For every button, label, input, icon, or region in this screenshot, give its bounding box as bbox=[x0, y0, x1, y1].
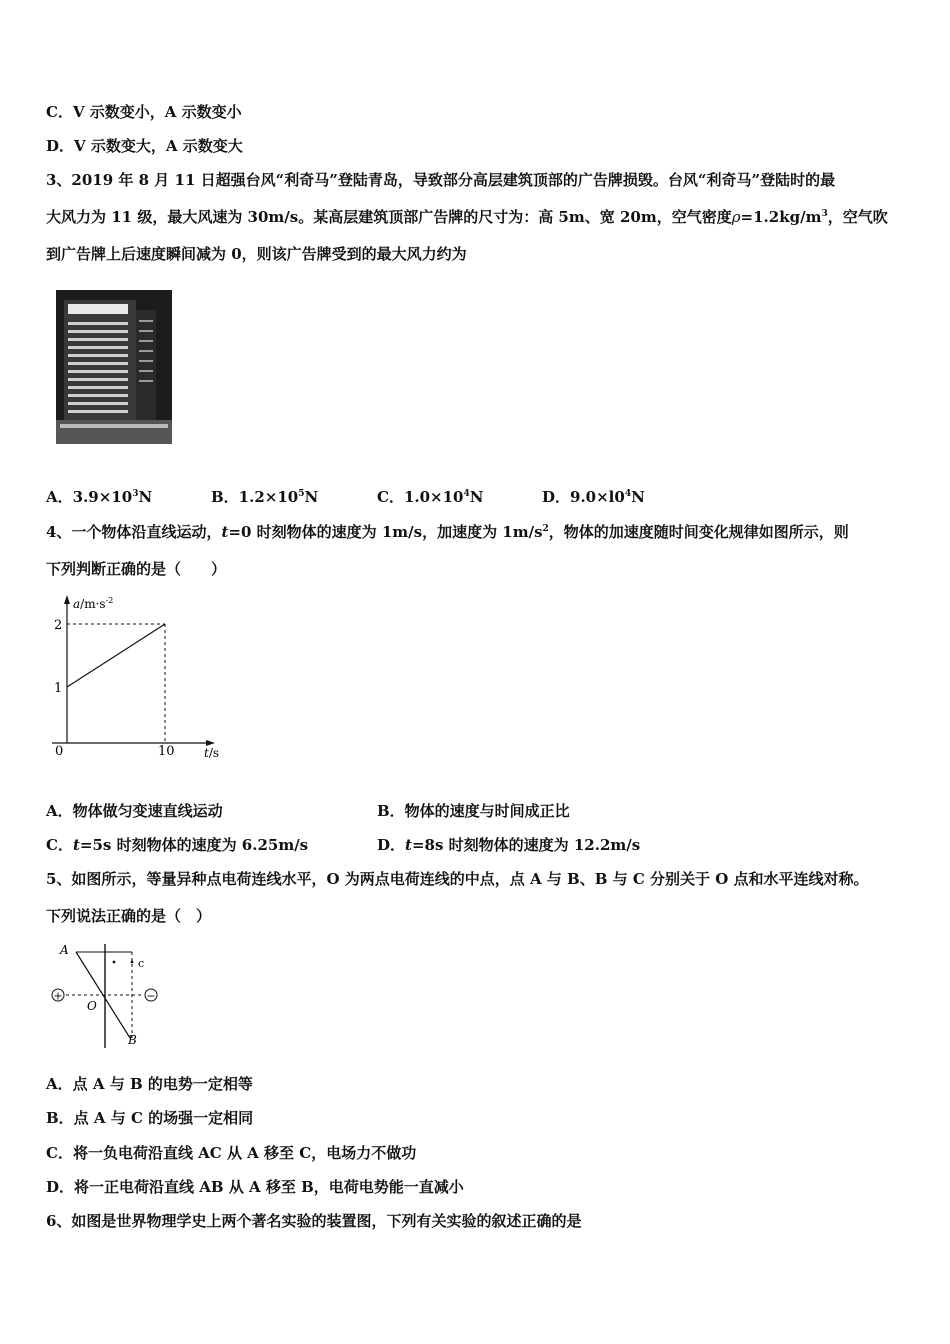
q4-stem-line1-c: ，物体的加速度随时间变化规律如图所示，则 bbox=[548, 523, 849, 541]
q3-option-d-text: D．9.0×l0 bbox=[542, 488, 625, 506]
q5-stem-line1: 5、如图所示，等量异种点电荷连线水平，O 为两点电荷连线的中点，点 A 与 B、B 与 C 分别关于 O 点和水平连线对称。 bbox=[46, 870, 869, 888]
q4-option-c-prefix: C． bbox=[46, 836, 73, 854]
q4-stem-line1-a: 4、一个物体沿直线运动， bbox=[46, 523, 222, 541]
q3-option-b-unit: N bbox=[304, 488, 319, 506]
q3-option-b-text: B．1.2×10 bbox=[211, 488, 299, 506]
q4-option-d-t: t bbox=[405, 836, 412, 854]
q2-option-d: D．V 示数变大，A 示数变大 bbox=[46, 137, 243, 155]
building-photo bbox=[56, 290, 172, 444]
q3-stem-line2-a: 大风力为 11 级，最大风速为 30m/s。某高层建筑顶部广告牌的尺寸为：高 5m、宽 20m，空气密度 bbox=[46, 208, 732, 226]
q3-option-d bbox=[542, 487, 645, 507]
q4-option-b: B．物体的速度与时间成正比 bbox=[377, 802, 570, 820]
q3-option-c-unit: N bbox=[469, 488, 484, 506]
q4-option-a: A．物体做匀变速直线运动 bbox=[46, 802, 223, 820]
q5-option-c: C．将一负电荷沿直线 AC 从 A 移至 C，电场力不做功 bbox=[46, 1144, 417, 1162]
q3-option-b-exp: 5 bbox=[298, 489, 305, 499]
q3-option-a-unit: N bbox=[138, 488, 153, 506]
label-o: O bbox=[87, 999, 97, 1013]
point-a-dot bbox=[113, 961, 116, 964]
q4-t-symbol: t bbox=[221, 523, 229, 541]
q5-option-d: D．将一正电荷沿直线 AB 从 A 移至 B，电荷电势能一直减小 bbox=[46, 1178, 464, 1196]
q5-option-a: A．点 A 与 B 的电势一定相等 bbox=[46, 1075, 253, 1093]
q6-stem-line1: 6、如图是世界物理学史上两个著名实验的装置图，下列有关实验的叙述正确的是 bbox=[46, 1212, 582, 1230]
q5-stem-line2: 下列说法正确的是（ ） bbox=[46, 907, 212, 925]
q3-option-a bbox=[46, 487, 152, 507]
q3-stem-line2 bbox=[46, 207, 888, 227]
q4-option-d-prefix: D． bbox=[377, 836, 406, 854]
tick-label-y2: 2 bbox=[54, 618, 63, 633]
q3-option-a-exp: 3 bbox=[132, 489, 139, 499]
q3-option-b bbox=[211, 487, 318, 507]
rho-symbol: ρ bbox=[731, 208, 741, 226]
q3-stem-line2-b: =1.2kg/m bbox=[740, 208, 822, 226]
q4-stem-line1-sup: 2 bbox=[542, 524, 549, 534]
q2-option-c: C．V 示数变小，A 示数变小 bbox=[46, 103, 242, 121]
q3-stem-line2-c: ，空气吹 bbox=[827, 208, 888, 226]
q4-stem-line2: 下列判断正确的是（ ） bbox=[46, 560, 227, 578]
q4-option-c bbox=[46, 835, 308, 855]
q4-option-d bbox=[377, 835, 640, 855]
tick-label-y1: 1 bbox=[54, 681, 63, 696]
graph-y-label: $a/m\cdot s^{-2}$ bbox=[73, 596, 114, 611]
label-b: B bbox=[128, 1033, 137, 1047]
q3-option-c bbox=[377, 487, 483, 507]
q4-option-d-text: =8s 时刻物体的速度为 12.2m/s bbox=[411, 836, 641, 854]
acceleration-time-graph bbox=[40, 590, 240, 770]
q3-stem-line3: 到广告牌上后速度瞬间减为 0，则该广告牌受到的最大风力约为 bbox=[46, 245, 467, 263]
q3-option-c-text: C．1.0×10 bbox=[377, 488, 464, 506]
q3-option-d-unit: N bbox=[631, 488, 645, 506]
label-c: c bbox=[138, 957, 145, 970]
label-a: A bbox=[60, 943, 69, 957]
q3-option-a-text: A．3.9×10 bbox=[46, 488, 133, 506]
q4-option-c-t: t bbox=[72, 836, 80, 854]
tick-label-x0: 0 bbox=[55, 744, 64, 759]
q3-option-c-exp: 4 bbox=[463, 489, 470, 499]
q3-stem-line2-sup: 3 bbox=[821, 209, 828, 219]
y-axis-arrow bbox=[64, 595, 70, 604]
q3-stem-line1: 3、2019 年 8 月 11 日超强台风“利奇马”登陆青岛，导致部分高层建筑顶部的广告牌损毁。台风“利奇马”登陆时的最 bbox=[46, 171, 836, 189]
q4-stem-line1 bbox=[46, 522, 849, 542]
tick-label-x10: 10 bbox=[158, 744, 175, 759]
positive-charge-sign: + bbox=[53, 989, 63, 1003]
q5-option-b: B．点 A 与 C 的场强一定相同 bbox=[46, 1109, 254, 1127]
q4-stem-line1-b: =0 时刻物体的速度为 1m/s，加速度为 1m/s bbox=[228, 523, 543, 541]
charge-diagram bbox=[44, 938, 174, 1054]
graph-x-label: t/s bbox=[204, 746, 220, 760]
q3-option-d-exp: 4 bbox=[624, 489, 632, 499]
acceleration-line bbox=[67, 624, 165, 687]
negative-charge-sign: − bbox=[146, 989, 156, 1003]
q4-option-c-text: =5s 时刻物体的速度为 6.25m/s bbox=[79, 836, 309, 854]
point-c-dot bbox=[131, 961, 134, 964]
